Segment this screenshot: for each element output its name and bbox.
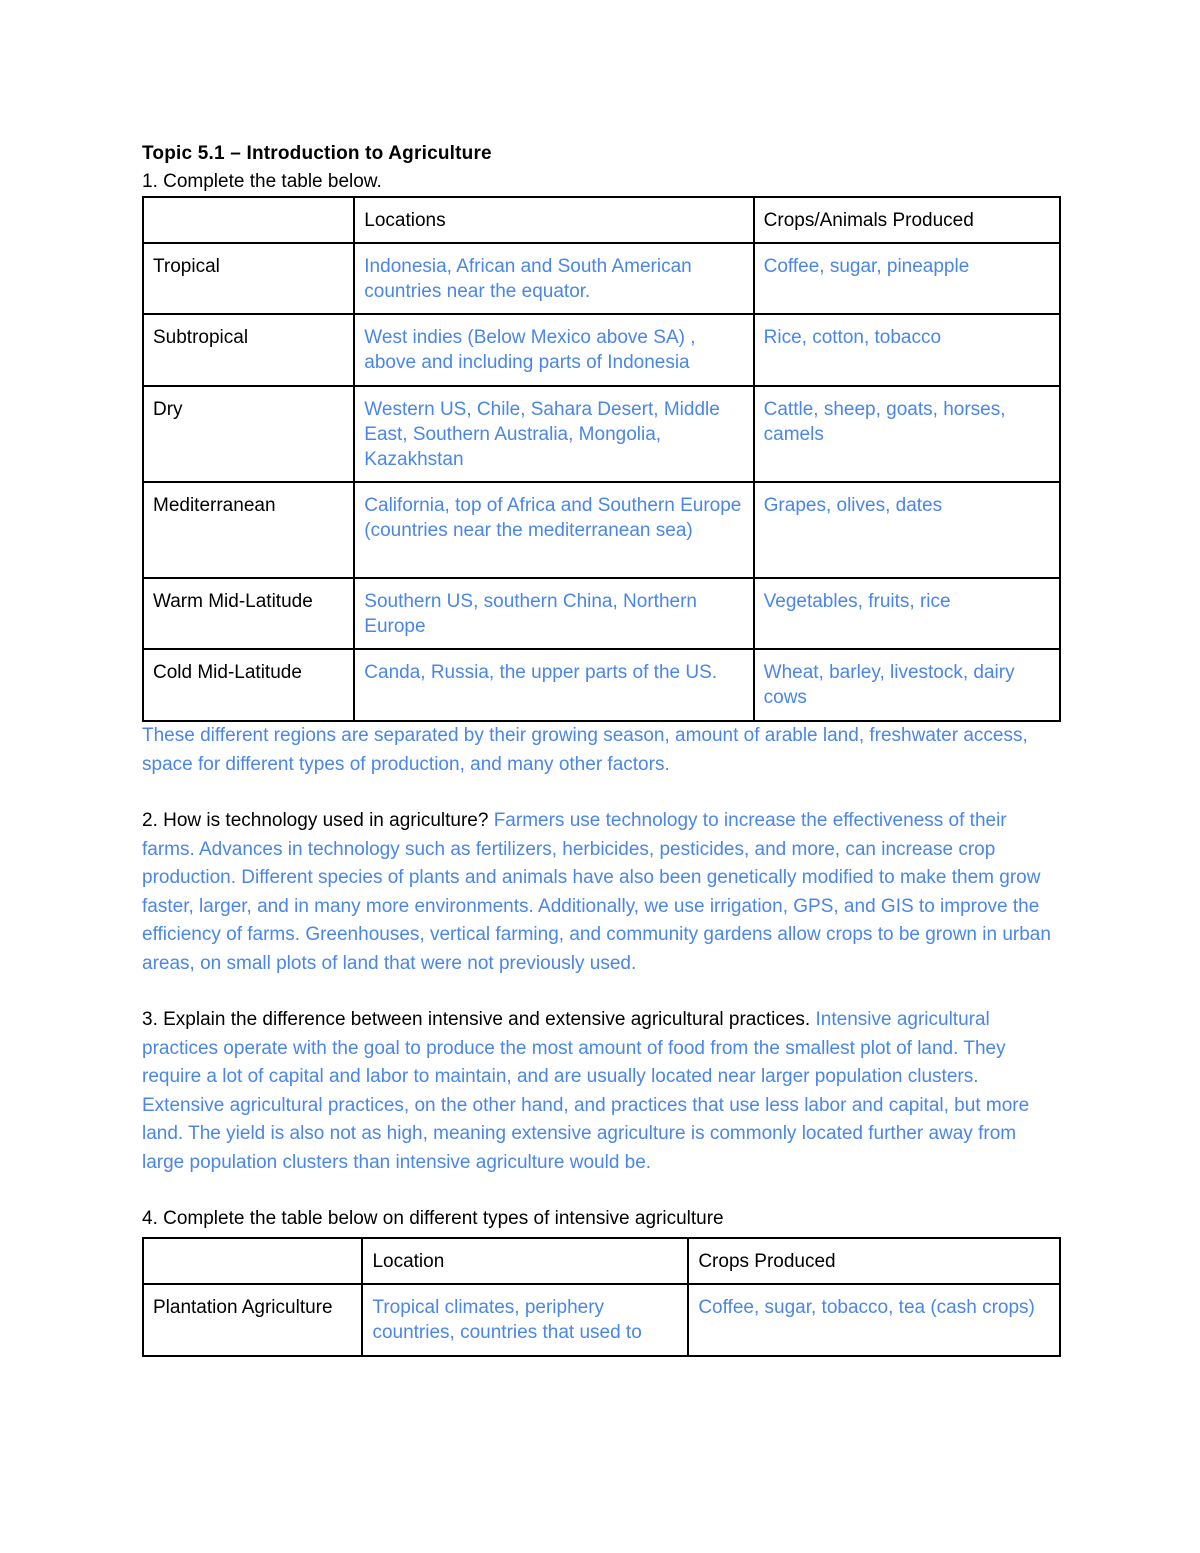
q2-prompt: 2. How is technology used in agriculture?: [142, 810, 489, 831]
q3-prompt: 3. Explain the difference between intensive and extensive agricultural practices.: [142, 1009, 811, 1030]
page-title: Topic 5.1 – Introduction to Agriculture: [142, 143, 492, 164]
table-row-mediterranean: [143, 482, 1060, 578]
produced-cell: Wheat, barley, livestock, dairy cows: [754, 649, 1060, 721]
region-cell: Tropical: [143, 243, 354, 314]
spacer: [142, 1177, 1062, 1205]
region-cell: Cold Mid-Latitude: [143, 649, 354, 721]
table-row-tropical: [143, 243, 1060, 314]
locations-cell: Canda, Russia, the upper parts of the US.: [354, 649, 753, 721]
location-cell: Tropical climates, periphery countries, countries that used to: [362, 1284, 688, 1356]
type-cell: Plantation Agriculture: [143, 1284, 362, 1356]
locations-cell: West indies (Below Mexico above SA) , above and including parts of Indonesia: [354, 314, 753, 386]
header-cell-locations: Locations: [354, 197, 753, 243]
header-cell-location: Location: [362, 1238, 688, 1284]
header-cell-empty: [143, 1238, 362, 1284]
produced-cell: Cattle, sheep, goats, horses, camels: [754, 386, 1060, 482]
produced-cell: Vegetables, fruits, rice: [754, 578, 1060, 649]
locations-cell: California, top of Africa and Southern Europe (countries near the mediterranean sea): [354, 482, 753, 578]
q2-answer: Farmers use technology to increase the effectiveness of their farms. Advances in technology such as fertilizers, herbicides, pesticides, and more, can increase crop production. Different species of plants and animals have also been genetically modified to make them grow faster, larger, and in many more environments. Additionally, we use irrigation, GPS, and GIS to improve the efficiency of farms. Greenhouses, vertical farming, and community gardens allow crops to be grown in urban areas, on small plots of land that were not previously used.: [142, 810, 1051, 974]
table-header-row: [143, 1238, 1060, 1284]
climate-regions-table: [142, 196, 1061, 722]
q4-prompt: 4. Complete the table below on different types of intensive agriculture: [142, 1208, 724, 1229]
table-row-cold-mid-latitude: [143, 649, 1060, 721]
table-row-dry: [143, 386, 1060, 482]
table-row-plantation: [143, 1284, 1060, 1356]
region-cell: Mediterranean: [143, 482, 354, 578]
header-cell-produced: Crops/Animals Produced: [754, 197, 1060, 243]
produced-cell: Grapes, olives, dates: [754, 482, 1060, 578]
q2-block: [142, 807, 1062, 978]
q1-prompt: 1. Complete the table below.: [142, 171, 382, 192]
table-row-warm-mid-latitude: [143, 578, 1060, 649]
document-content: [142, 140, 1062, 1357]
header-cell-crops: Crops Produced: [688, 1238, 1060, 1284]
table-header-row: [143, 197, 1060, 243]
q1-note: These different regions are separated by their growing season, amount of arable land, freshwater access, space for different types of production, and many other factors.: [142, 725, 1028, 775]
produced-cell: Rice, cotton, tobacco: [754, 314, 1060, 386]
spacer: [142, 978, 1062, 1006]
produced-cell: Coffee, sugar, pineapple: [754, 243, 1060, 314]
locations-cell: Indonesia, African and South American countries near the equator.: [354, 243, 753, 314]
crops-cell: Coffee, sugar, tobacco, tea (cash crops): [688, 1284, 1060, 1356]
locations-cell: Western US, Chile, Sahara Desert, Middle East, Southern Australia, Mongolia, Kazakhstan: [354, 386, 753, 482]
region-cell: Dry: [143, 386, 354, 482]
q3-block: [142, 1006, 1062, 1177]
intensive-agriculture-table: [142, 1237, 1061, 1357]
locations-cell: Southern US, southern China, Northern Europe: [354, 578, 753, 649]
region-cell: Subtropical: [143, 314, 354, 386]
spacer: [142, 779, 1062, 807]
q3-answer: Intensive agricultural practices operate with the goal to produce the most amount of food from the smallest plot of land. They require a lot of capital and labor to maintain, and are usually located near larger population clusters. Extensive agricultural practices, on the other hand, and practices that use less labor and capital, but more land. The yield is also not as high, meaning extensive agriculture is commonly located further away from large population clusters than intensive agriculture would be.: [142, 1009, 1030, 1173]
header-cell-empty: [143, 197, 354, 243]
table-row-subtropical: [143, 314, 1060, 386]
region-cell: Warm Mid-Latitude: [143, 578, 354, 649]
